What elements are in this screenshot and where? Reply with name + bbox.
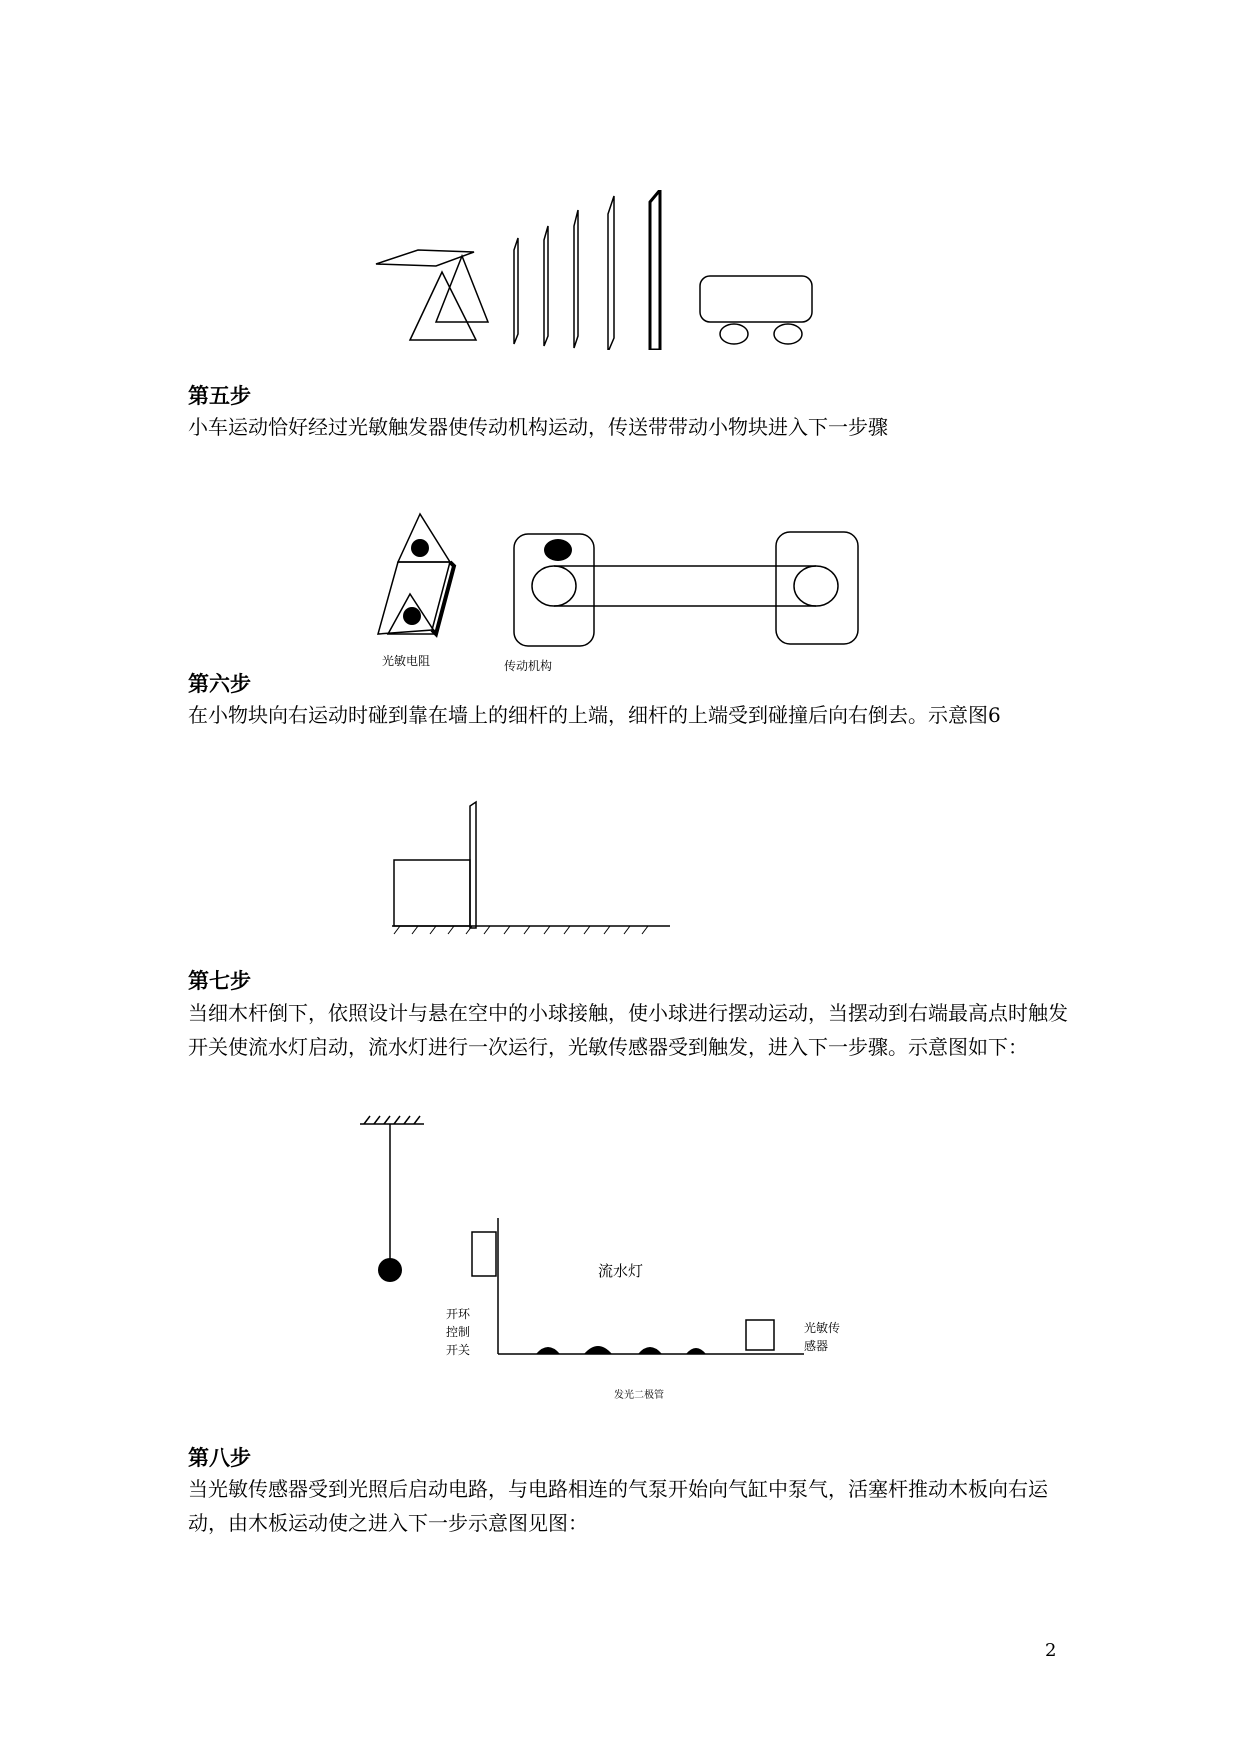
step7-heading: 第七步	[188, 969, 251, 993]
label-led: 发光二极管	[614, 1390, 664, 1401]
thin-rod	[470, 802, 476, 928]
domino-3	[574, 210, 578, 348]
cart-body	[700, 276, 812, 322]
label-switch-2: 控制	[446, 1325, 471, 1339]
page-number: 2	[1045, 1640, 1057, 1661]
label-running-light: 流水灯	[598, 1262, 644, 1280]
label-sensor-1: 光敏传	[804, 1321, 841, 1335]
small-block	[544, 539, 572, 561]
pulley-right	[794, 566, 838, 606]
domino-5	[650, 190, 660, 350]
cart-wheel-right	[774, 324, 802, 344]
drive-box-right	[776, 532, 858, 644]
domino-4	[608, 196, 614, 350]
label-switch-3: 开关	[446, 1343, 471, 1357]
ground-hatching	[394, 926, 648, 934]
figure-rod-wall	[390, 790, 680, 940]
led-4	[686, 1348, 706, 1354]
light-sensor-box	[746, 1320, 774, 1350]
trigger-ball-top	[411, 539, 429, 557]
trigger-ball-bottom	[403, 607, 421, 625]
cart-wheel-left	[720, 324, 748, 344]
step8-text: 当光敏传感器受到光照后启动电路，与电路相连的气泵开始向气缸中泵气，活塞杆推动木板向右运动，由木板运动使之进入下一步示意图见图：	[188, 1477, 1048, 1535]
step5-text: 小车运动恰好经过光敏触发器使传动机构运动，传送带带动小物块进入下一步骤	[188, 415, 888, 439]
led-3	[638, 1347, 662, 1354]
pendulum-ball	[378, 1258, 402, 1282]
figure-pendulum-lights	[350, 1110, 890, 1410]
label-photoresistor: 光敏电阻	[382, 654, 431, 668]
figure-dominoes-cart	[370, 190, 830, 350]
step6-heading: 第六步	[188, 672, 251, 696]
led-1	[536, 1347, 560, 1354]
switch-box	[472, 1232, 496, 1276]
domino-1	[514, 238, 518, 344]
block	[394, 860, 470, 926]
led-2	[584, 1346, 612, 1354]
label-switch-1: 开环	[446, 1307, 471, 1321]
domino-2	[544, 226, 548, 346]
step8-heading: 第八步	[188, 1446, 251, 1470]
label-sensor-2: 感器	[804, 1339, 829, 1353]
figure-conveyor	[370, 510, 870, 680]
label-transmission: 传动机构	[504, 659, 553, 673]
pulley-left	[532, 566, 576, 606]
step5-heading: 第五步	[188, 384, 251, 408]
step6-text: 在小物块向右运动时碰到靠在墙上的细杆的上端，细杆的上端受到碰撞后向右倒去。示意图6	[188, 703, 1001, 727]
step7-text: 当细木杆倒下，依照设计与悬在空中的小球接触，使小球进行摆动运动，当摆动到右端最高点时触发开关使流水灯启动，流水灯进行一次运行，光敏传感器受到触发，进入下一步骤。示意图如下：	[188, 1001, 1068, 1059]
